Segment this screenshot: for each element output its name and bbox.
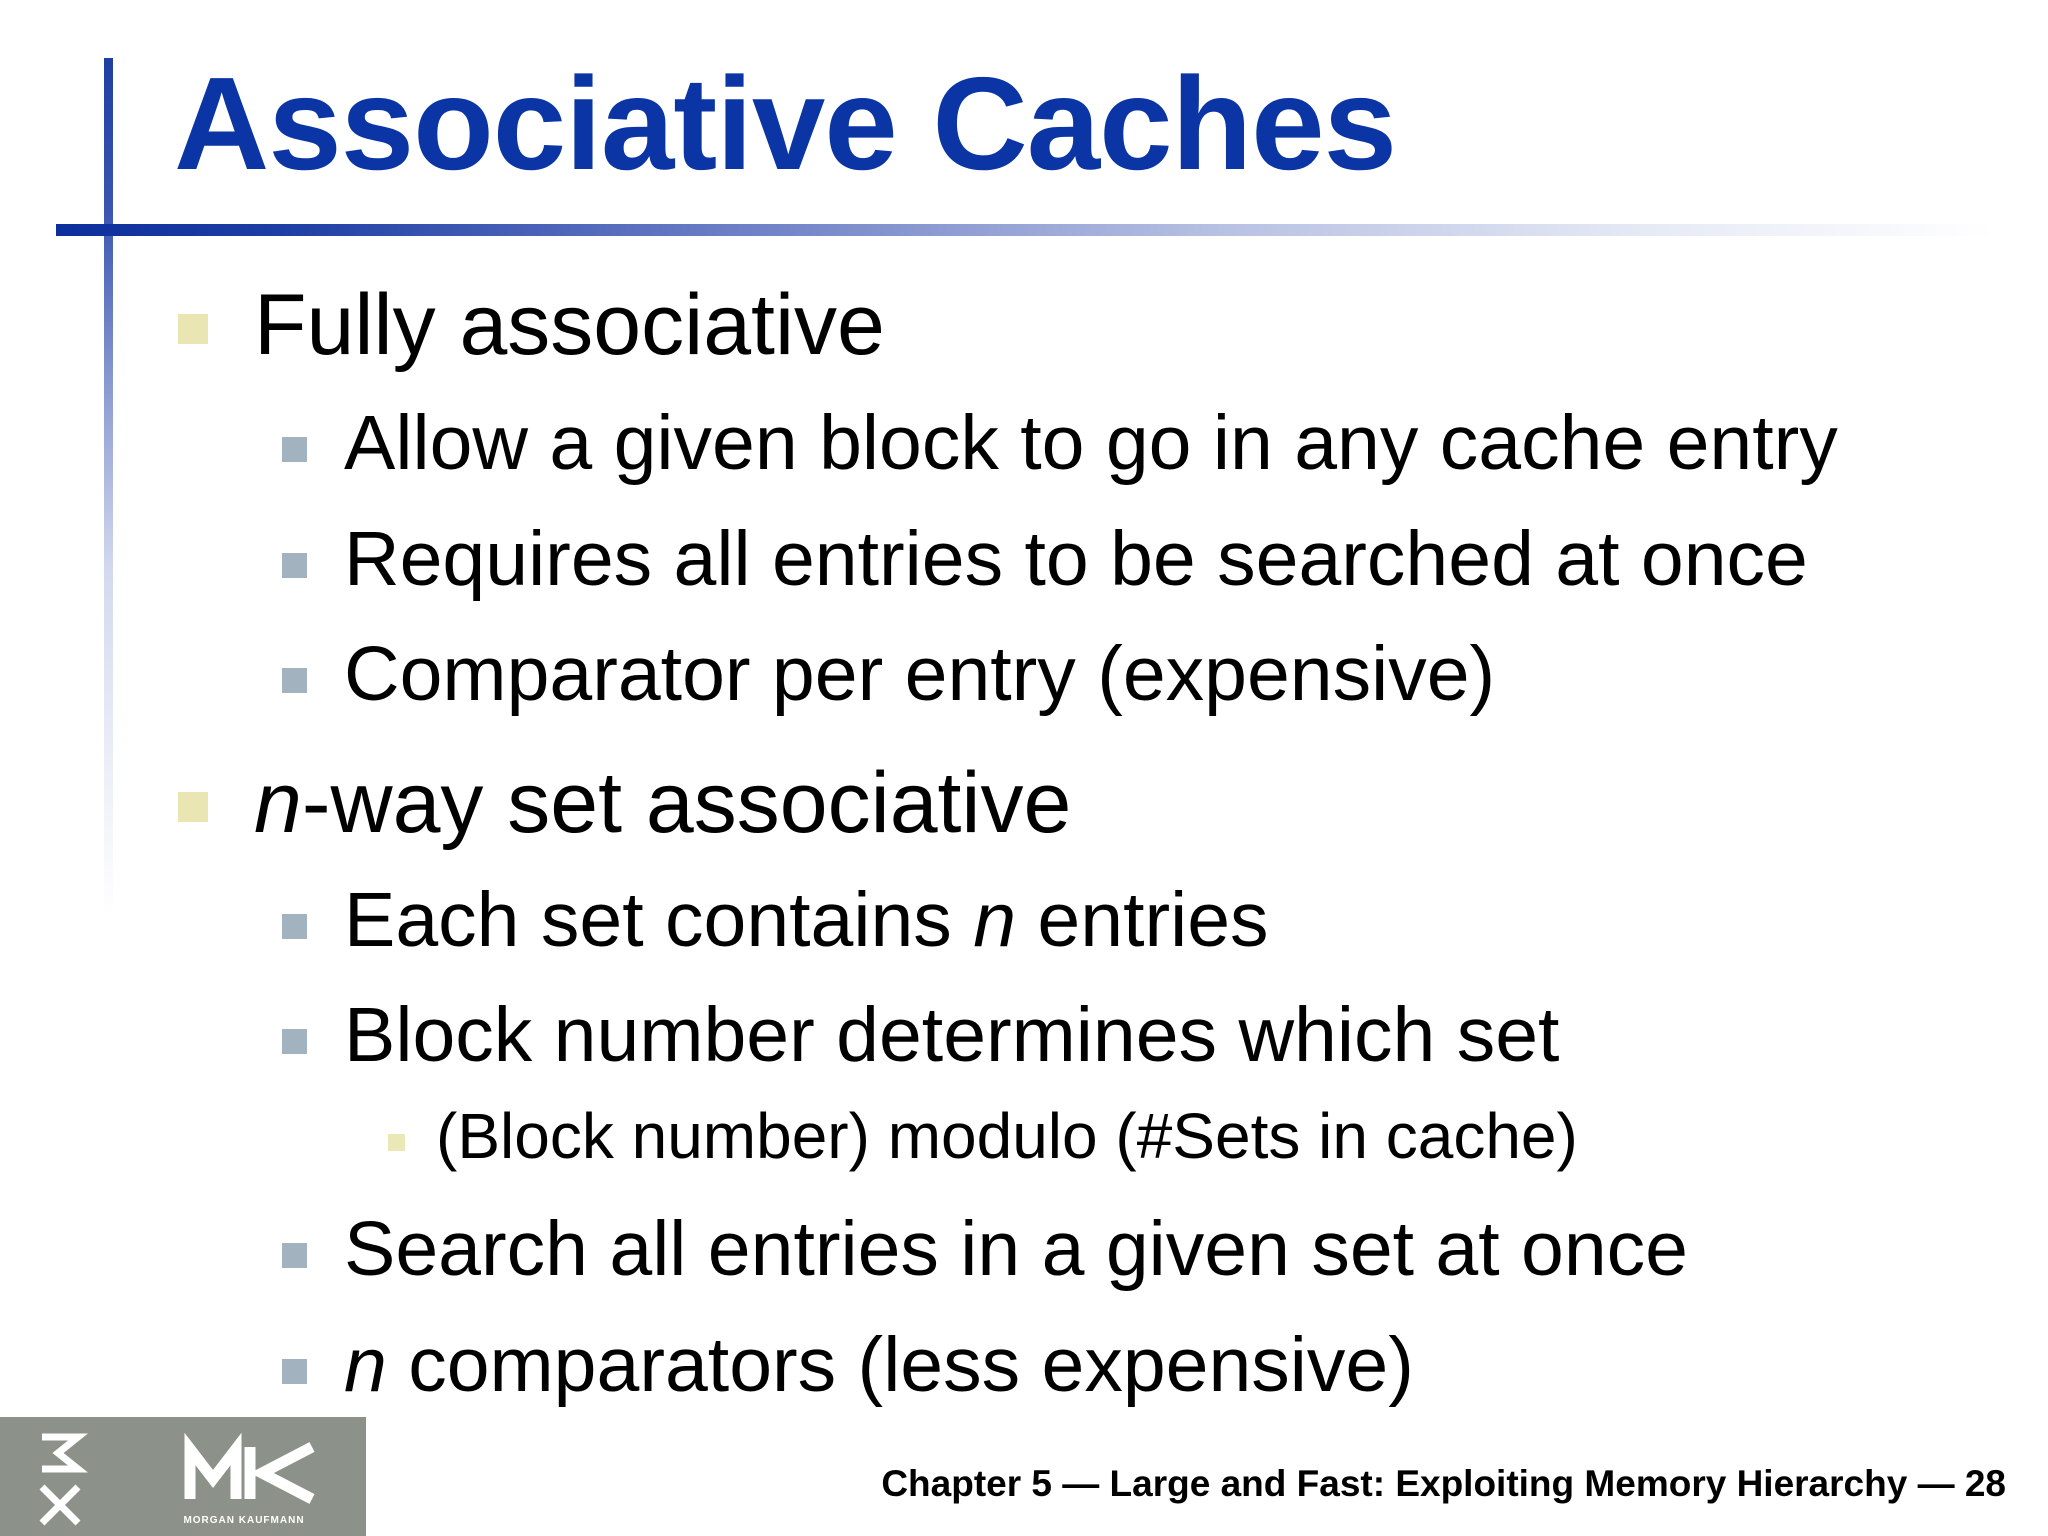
- bullet-fully-associative: [254, 277, 885, 373]
- bullet-square-icon: [282, 1359, 307, 1384]
- bullet-square-icon: [178, 792, 208, 822]
- title-horizontal-rule: [56, 224, 1996, 236]
- bullet-italic-n: n: [973, 877, 1017, 963]
- bullet-text: Comparator per entry (expensive): [344, 631, 1496, 717]
- bullet-block-number-set: [344, 992, 1560, 1078]
- publisher-logo: [0, 1417, 366, 1536]
- bullet-n-way-set-associative: [254, 755, 1072, 851]
- svg-text:MORGAN KAUFMANN: MORGAN KAUFMANN: [183, 1515, 305, 1526]
- bullet-italic-n: n: [254, 755, 302, 851]
- title-vertical-rule: [104, 58, 113, 918]
- bullet-square-icon: [282, 437, 307, 462]
- bullet-text-post: entries: [1016, 877, 1269, 963]
- bullet-square-icon: [178, 314, 208, 344]
- bullet-square-icon: [282, 553, 307, 578]
- slide-footer: Chapter 5 — Large and Fast: Exploiting Memory Hierarchy — 28: [881, 1463, 2006, 1504]
- bullet-n-comparators: [344, 1322, 1414, 1408]
- bullet-text: comparators (less expensive): [386, 1322, 1414, 1408]
- bullet-text: Block number determines which set: [344, 992, 1560, 1078]
- bullet-search-set-at-once: [344, 1206, 1689, 1292]
- bullet-search-all-at-once: [344, 516, 1808, 602]
- bullet-square-icon: [282, 1243, 307, 1268]
- bullet-text: (Block number) modulo (#Sets in cache): [436, 1100, 1578, 1172]
- bullet-text: Allow a given block to go in any cache entry: [344, 400, 1838, 486]
- bullet-modulo-formula: [436, 1100, 1578, 1172]
- bullet-comparator-per-entry: [344, 631, 1496, 717]
- morgan-kaufmann-logo-icon: [0, 1417, 366, 1536]
- bullet-text: Requires all entries to be searched at once: [344, 516, 1808, 602]
- bullet-square-icon: [388, 1134, 405, 1151]
- bullet-each-set-n-entries: [344, 877, 1269, 963]
- bullet-italic-n: n: [344, 1322, 387, 1408]
- bullet-allow-any-entry: [344, 400, 1838, 486]
- bullet-square-icon: [282, 1029, 307, 1054]
- bullet-square-icon: [282, 668, 307, 693]
- bullet-text-pre: Each set contains: [344, 877, 974, 963]
- bullet-text: Fully associative: [254, 277, 885, 373]
- bullet-text: Search all entries in a given set at once: [344, 1206, 1689, 1292]
- bullet-square-icon: [282, 914, 307, 939]
- slide-title: Associative Caches: [174, 50, 1397, 197]
- bullet-text: -way set associative: [301, 755, 1072, 851]
